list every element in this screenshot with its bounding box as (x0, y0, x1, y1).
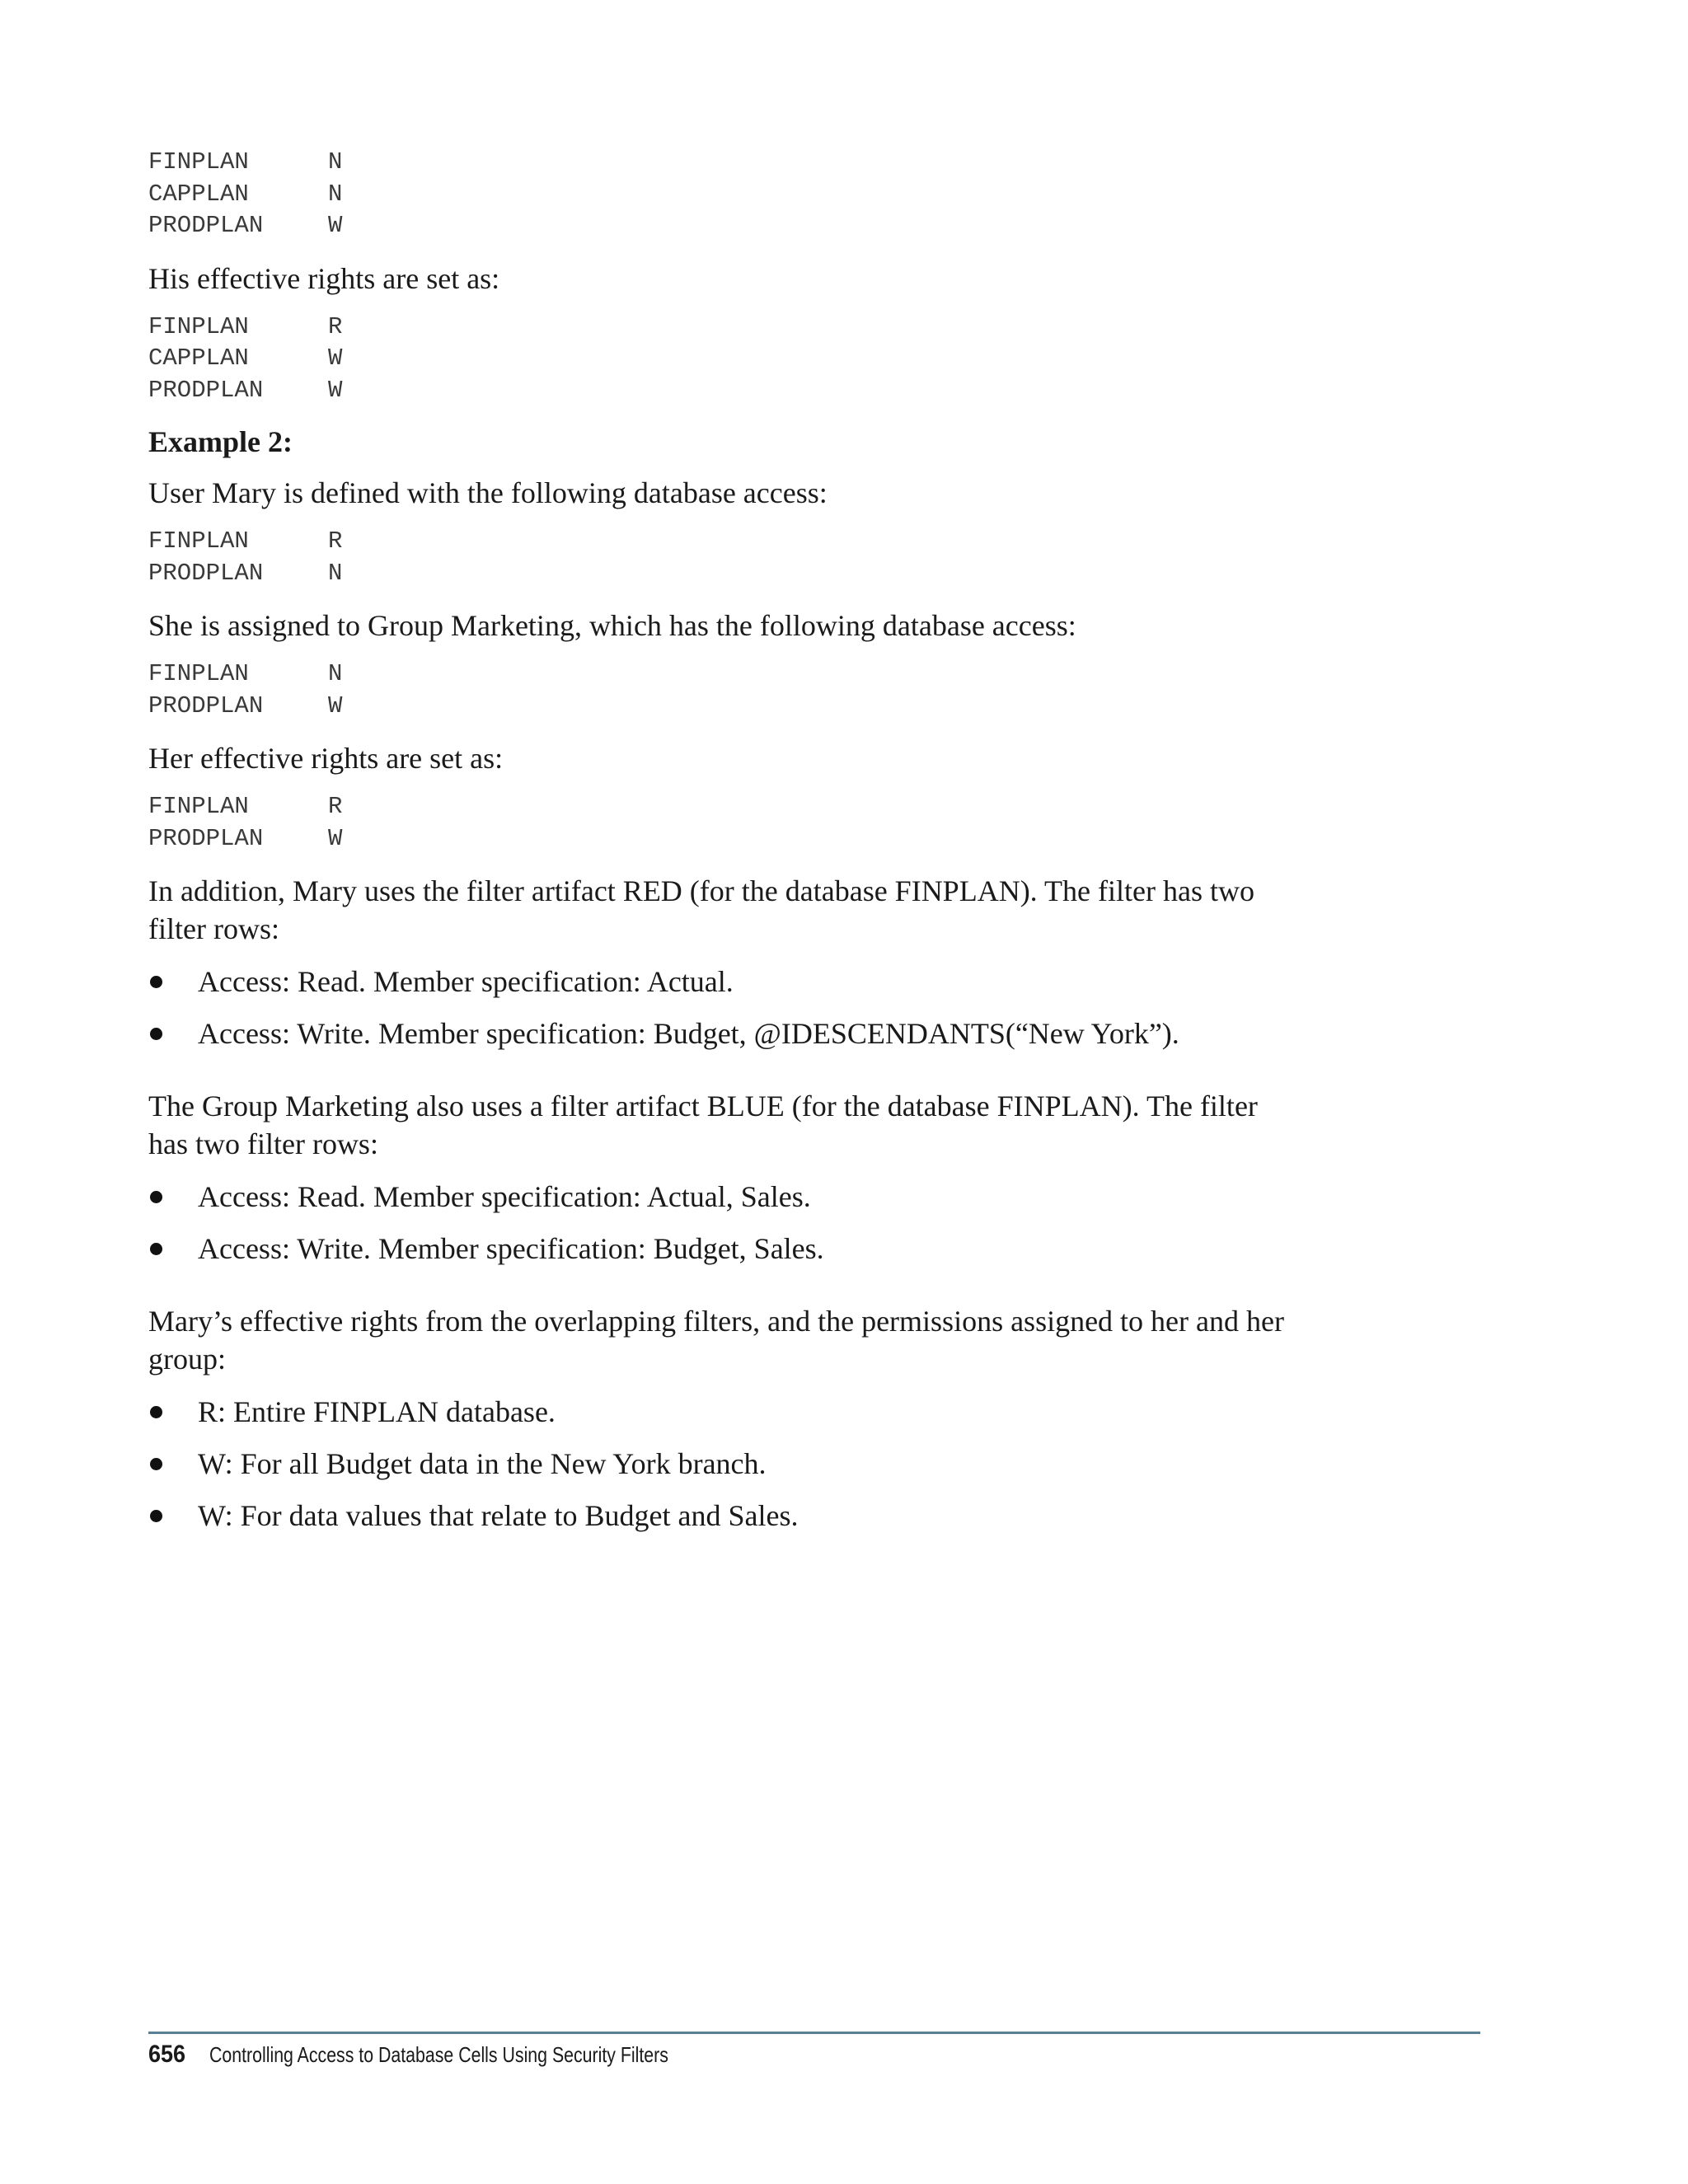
bullet-icon (150, 1243, 162, 1255)
list-item-text: Access: Read. Member specification: Actual. (198, 965, 734, 998)
paragraph-her-effective-rights: Her effective rights are set as: (148, 742, 504, 775)
list-item-text: Access: Write. Member specification: Budget, @IDESCENDANTS(“New York”). (198, 1017, 1179, 1050)
effective-rights-list (148, 1393, 1302, 1535)
list-item-text: Access: Read. Member specification: Actual, Sales. (198, 1180, 811, 1213)
example-2-heading: Example 2: (148, 425, 293, 458)
bullet-icon (150, 1028, 162, 1040)
code-row (148, 179, 1302, 211)
code-row (148, 375, 1302, 407)
access-right: N (328, 180, 343, 208)
page-content (148, 147, 1302, 1535)
access-right: W (328, 691, 343, 719)
page-footer (148, 2041, 769, 2069)
code-row (148, 147, 1302, 179)
chapter-title: Controlling Access to Database Cells Using Security Filters (209, 2042, 668, 2067)
list-item-text: Access: Write. Member specification: Budget, Sales. (198, 1232, 824, 1265)
bullet-icon (150, 1510, 162, 1522)
code-block-her-effective (148, 791, 1302, 855)
code-row (148, 658, 1302, 691)
list-item (148, 1230, 1302, 1268)
access-right: W (328, 824, 343, 852)
paragraph-blue-filter: The Group Marketing also uses a filter artifact BLUE (for the database FINPLAN). The filter has two filter rows: (148, 1090, 1258, 1160)
access-right: R (328, 527, 343, 555)
code-block-group-access (148, 658, 1302, 722)
code-row (148, 558, 1302, 590)
access-right: R (328, 312, 343, 340)
list-item (148, 1445, 1302, 1483)
red-filter-rows-list (148, 963, 1302, 1052)
access-right: N (328, 148, 343, 176)
database-name: PRODPLAN (148, 376, 264, 404)
code-row (148, 210, 1302, 242)
code-row (148, 312, 1302, 344)
blue-filter-rows-list (148, 1178, 1302, 1268)
list-item (148, 1393, 1302, 1431)
access-right: N (328, 660, 343, 687)
database-name: CAPPLAN (148, 180, 249, 208)
paragraph-mary-defined: User Mary is defined with the following database access: (148, 476, 828, 509)
access-right: R (328, 793, 343, 820)
database-name: FINPLAN (148, 312, 249, 340)
database-name: FINPLAN (148, 660, 249, 687)
list-item (148, 1497, 1302, 1535)
code-block-mary-access (148, 526, 1302, 589)
database-name: CAPPLAN (148, 344, 249, 372)
list-item (148, 1015, 1302, 1052)
bullet-icon (150, 976, 162, 988)
bullet-icon (150, 1458, 162, 1470)
list-item (148, 963, 1302, 1001)
list-item-text: R: Entire FINPLAN database. (198, 1395, 556, 1428)
code-row (148, 791, 1302, 823)
code-block-his-effective (148, 312, 1302, 407)
list-item-text: W: For all Budget data in the New York branch. (198, 1447, 767, 1480)
paragraph-red-filter: In addition, Mary uses the filter artifact RED (for the database FINPLAN). The filter has two filter rows: (148, 874, 1254, 945)
paragraph-mary-effective-rights: Mary’s effective rights from the overlapping filters, and the permissions assigned to her and her group: (148, 1305, 1284, 1376)
code-row (148, 823, 1302, 855)
paragraph-group-marketing: She is assigned to Group Marketing, which has the following database access: (148, 609, 1076, 642)
access-right: W (328, 212, 343, 239)
list-item (148, 1178, 1302, 1216)
code-row (148, 343, 1302, 375)
bullet-icon (150, 1191, 162, 1203)
database-name: PRODPLAN (148, 212, 264, 239)
code-row (148, 691, 1302, 723)
code-row (148, 526, 1302, 558)
list-item-text: W: For data values that relate to Budget and Sales. (198, 1499, 799, 1532)
bullet-icon (150, 1406, 162, 1418)
page-number: 656 (148, 2041, 186, 2068)
database-name: FINPLAN (148, 148, 249, 176)
access-right: W (328, 376, 343, 404)
database-name: PRODPLAN (148, 824, 264, 852)
database-name: PRODPLAN (148, 691, 264, 719)
footer-divider (148, 2032, 1480, 2034)
code-block-initial-access (148, 147, 1302, 242)
access-right: W (328, 344, 343, 372)
database-name: FINPLAN (148, 527, 249, 555)
access-right: N (328, 559, 343, 587)
paragraph-his-effective-rights: His effective rights are set as: (148, 261, 500, 295)
database-name: PRODPLAN (148, 559, 264, 587)
database-name: FINPLAN (148, 793, 249, 820)
